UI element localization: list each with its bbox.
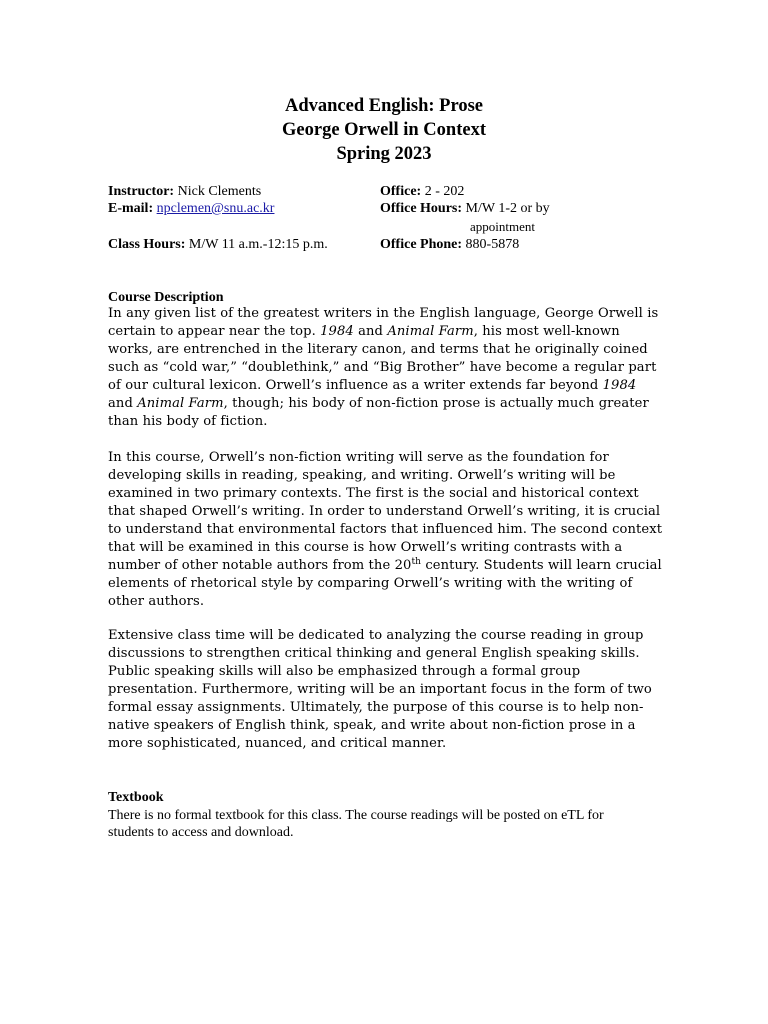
paragraph-line: formal essay assignments. Ultimately, the purpose of this course is to help non- [108,700,644,715]
class-hours-value: M/W 11 a.m.-12:15 p.m. [188,237,328,252]
office-hours-value-cont: appointment [470,219,535,234]
paragraph-line: There is no formal textbook for this class. The course readings will be posted on eTL for [108,808,604,823]
paragraph-line: In this course, Orwell’s non-fiction writing will serve as the foundation for [108,450,609,465]
textbook-heading: Textbook [108,790,164,805]
paragraph-line: such as “cold war,” “doublethink,” and “Big Brother” have become a regular part [108,360,657,375]
book-title-animal-farm: Animal Farm [137,396,224,411]
paragraph-line: In any given list of the greatest writers in the English language, George Orwell is [108,306,659,321]
paragraph-line: of our cultural lexicon. Orwell’s influence as a writer extends far beyond 1984 [108,378,637,393]
paragraph-line: works, are entrenched in the literary canon, and terms that he originally coined [108,342,648,357]
paragraph-line: Public speaking skills will also be emphasized through a formal group [108,664,581,679]
class-hours-row [108,236,328,253]
office-phone-label: Office Phone: [380,237,463,252]
paragraph-line: elements of rhetorical style by comparing Orwell’s writing with the writing of [108,576,633,591]
paragraph-line: native speakers of English think, speak, and write about non-fiction prose in a [108,718,636,733]
superscript-th: th [411,557,422,567]
instructor-row [108,183,261,200]
office-hours-value: M/W 1-2 or by [465,201,550,216]
course-description-heading: Course Description [108,290,224,305]
instructor-value: Nick Clements [177,184,262,199]
course-title: Advanced English: Prose [284,96,484,116]
office-hours-label: Office Hours: [380,201,463,216]
paragraph-line: presentation. Furthermore, writing will be an important focus in the form of two [108,682,652,697]
paragraph-line: discussions to strengthen critical thinking and general English speaking skills. [108,646,640,661]
paragraph-line: developing skills in reading, speaking, and writing. Orwell’s writing will be [108,468,616,483]
email-link[interactable]: npclemen@snu.ac.kr [156,201,275,216]
office-hours-row [380,200,550,217]
office-value: 2 - 202 [424,184,465,199]
book-title-1984: 1984 [320,324,354,339]
document-title [0,94,768,166]
book-title-1984: 1984 [602,378,637,393]
paragraph-line: than his body of fiction. [108,414,268,429]
course-description-paragraph-1 [108,305,668,431]
class-hours-label: Class Hours: [108,237,186,252]
paragraph-line: certain to appear near the top. 1984 and Animal Farm, his most well-known [108,324,620,339]
office-phone-value: 880-5878 [465,237,520,252]
paragraph-line: number of other notable authors from the 20th century. Students will learn crucial [108,557,662,573]
course-description-paragraph-2 [108,449,668,611]
office-label: Office: [380,184,422,199]
paragraph-line: students to access and download. [108,825,294,840]
paragraph-line: to understand that environmental factors that influenced him. The second context [108,522,663,537]
textbook-paragraph [108,807,668,841]
paragraph-line: and Animal Farm, though; his body of non-fiction prose is actually much greater [108,396,649,411]
email-row [108,200,274,217]
office-row [380,183,464,200]
paragraph-line: examined in two primary contexts. The first is the social and historical context [108,486,639,501]
book-title-animal-farm: Animal Farm [387,324,474,339]
office-phone-row [380,236,519,253]
course-subtitle: George Orwell in Context [282,120,486,140]
paragraph-line: more sophisticated, nuanced, and critical manner. [108,736,447,751]
instructor-label: Instructor: [108,184,175,199]
course-term: Spring 2023 [336,144,432,164]
email-label: E-mail: [108,201,154,216]
paragraph-line: that shaped Orwell’s writing. In order to understand Orwell’s writing, it is crucial [108,504,661,519]
paragraph-line: other authors. [108,594,205,609]
course-description-paragraph-3 [108,627,668,753]
paragraph-line: Extensive class time will be dedicated to analyzing the course reading in group [108,628,644,643]
paragraph-line: that will be examined in this course is how Orwell’s writing contrasts with a [108,540,623,555]
